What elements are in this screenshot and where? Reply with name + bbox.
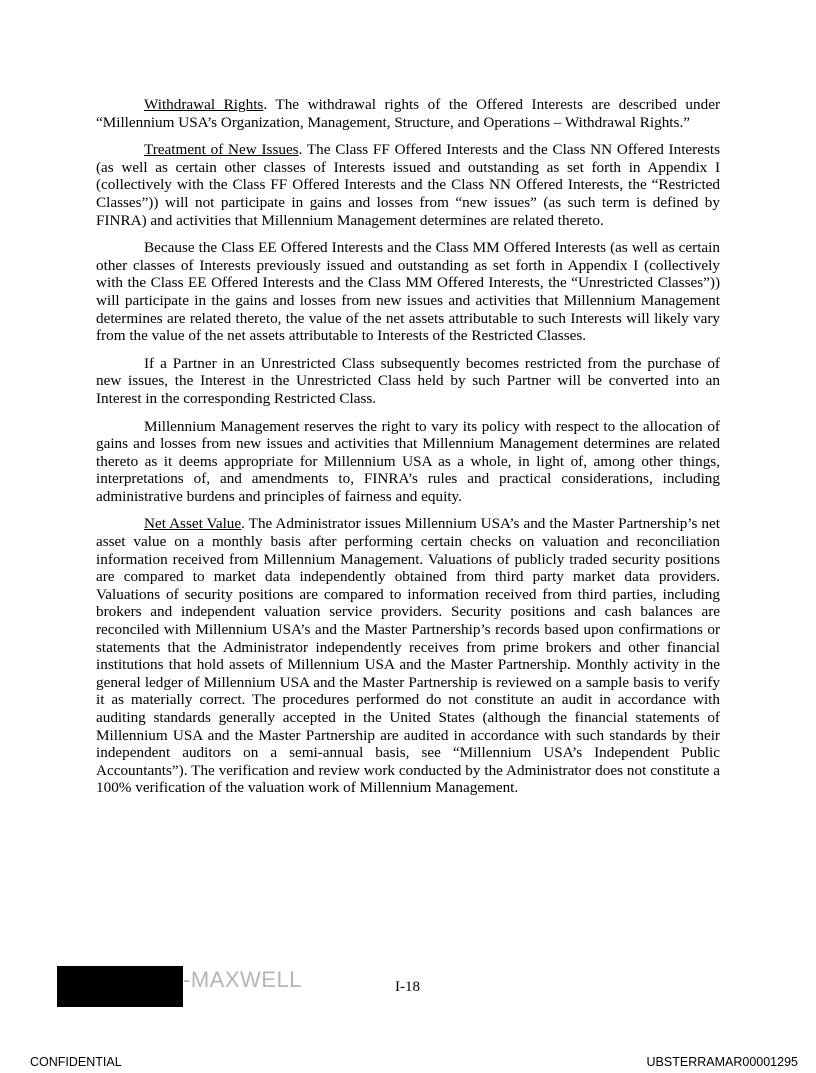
document-body [96, 96, 720, 807]
bates-number: UBSTERRAMAR00001295 [646, 1055, 798, 1069]
text-net-asset-value: . The Administrator issues Millennium USA’s and the Master Partnership’s net asset value on a monthly basis after performing certain checks on valuation and reconciliation information received from Millennium Management. Valuations of publicly traded security positions are compared to market data independently obtained from third party market data providers. Valuations of security positions are compared to information received from third parties, including brokers and independent valuation service providers. Security positions and cash balances are reconciled with Millennium USA’s and the Master Partnership’s records based upon confirmations or statements that the Administrator independently receives from prime brokers and other financial institutions that hold assets of Millennium USA and the Master Partnership. Monthly activity in the general ledger of Millennium USA and the Master Partnership is reviewed on a sample basis to verify it as materially correct. The procedures performed do not constitute an audit in accordance with auditing standards generally accepted in the United States (although the financial statements of Millennium USA and the Master Partnership are audited in accordance with such standards by their independent auditors on a semi-annual basis, see “Millennium USA’s Independent Public Accountants”). The verification and review work conducted by the Administrator does not constitute a 100% verification of the valuation work of Millennium Management. [96, 515, 720, 797]
paragraph-allocation-policy: Millennium Management reserves the right to vary its policy with respect to the allocation of gains and losses from new issues and activities that Millennium Management determines are related thereto as it deems appropriate for Millennium USA as a whole, in light of, among other things, interpretations of, and amendments to, FINRA’s rules and practical considerations, including administrative burdens and principles of fairness and equity. [96, 417, 720, 505]
heading-withdrawal-rights: Withdrawal Rights [144, 96, 264, 113]
paragraph-net-asset-value [96, 515, 720, 797]
confidential-label: CONFIDENTIAL [30, 1055, 122, 1069]
paragraph-withdrawal-rights [96, 96, 720, 131]
maxwell-stamp: -MAXWELL [183, 967, 302, 992]
text-withdrawal-rights: . The withdrawal rights of the Offered Interests are described under “Millennium USA’s Organization, Management, Structure, and Operations – Withdrawal Rights.” [96, 96, 720, 131]
heading-new-issues: Treatment of New Issues [144, 141, 299, 159]
text-new-issues: . The Class FF Offered Interests and the Class NN Offered Interests (as well as certain other classes of Interests issued and outstanding as set forth in Appendix I (collectively with the Class FF Offered Interests and the Class NN Offered Interests, the “Restricted Classes”)) will not participate in gains and losses from “new issues” (as such term is defined by FINRA) and activities that Millennium Management determines are related thereto. [96, 141, 720, 229]
paragraph-partner-restricted: If a Partner in an Unrestricted Class subsequently becomes restricted from the purchase of new issues, the Interest in the Unrestricted Class held by such Partner will be converted into an Interest in the corresponding Restricted Class. [96, 354, 720, 407]
paragraph-new-issues [96, 141, 720, 229]
page-number: I-18 [395, 979, 420, 995]
redaction-box [57, 966, 183, 1007]
heading-net-asset-value: Net Asset Value [144, 515, 242, 533]
paragraph-unrestricted-classes: Because the Class EE Offered Interests and the Class MM Offered Interests (as well as certain other classes of Interests previously issued and outstanding as set forth in Appendix I (collectively with the Class EE Offered Interests and the Class MM Offered Interests, the “Unrestricted Classes”)) will participate in the gains and losses from new issues and activities that Millennium Management determines are related thereto, the value of the net assets attributable to such Interests will likely vary from the value of the net assets attributable to Interests of the Restricted Classes. [96, 239, 720, 345]
